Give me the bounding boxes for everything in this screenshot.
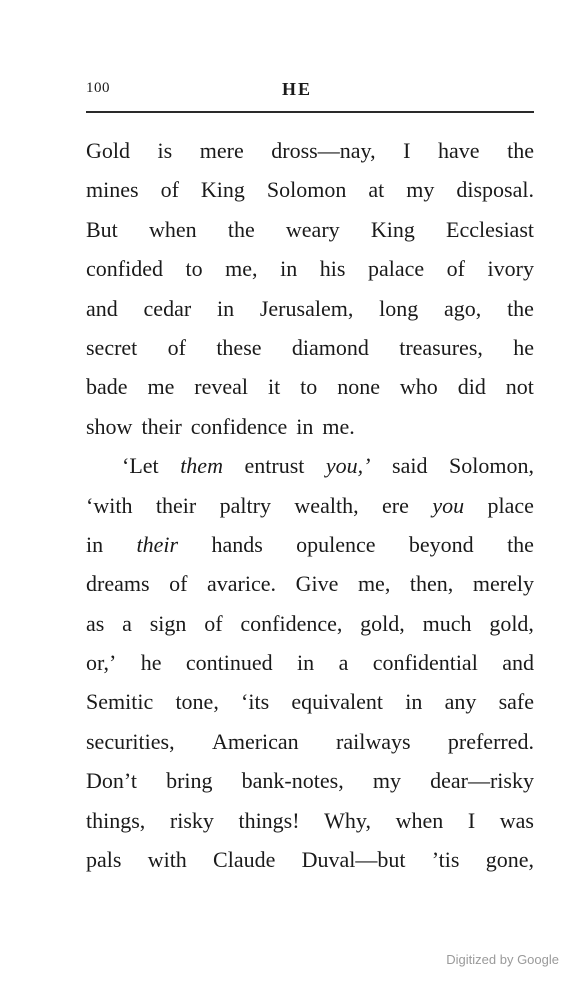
word: tone, <box>175 689 219 715</box>
word: hands <box>211 531 263 557</box>
word: said <box>392 453 428 479</box>
word: in <box>280 256 298 282</box>
word: bade <box>86 374 128 400</box>
body-text <box>86 131 534 879</box>
word: ‘its <box>241 689 270 715</box>
word: confided <box>86 256 163 282</box>
page-number: 100 <box>86 80 110 96</box>
word: Solomon, <box>449 453 534 479</box>
word: in <box>405 689 423 715</box>
word: opulence <box>296 531 376 557</box>
text-line <box>86 722 534 761</box>
word: when <box>395 807 444 833</box>
word: preferred. <box>447 728 534 754</box>
word: American <box>211 728 299 754</box>
text-line <box>86 407 534 446</box>
word: avarice. <box>207 571 277 597</box>
text-line <box>86 486 534 525</box>
word: Don’t <box>86 768 137 794</box>
word: mines <box>86 177 139 203</box>
text-line <box>86 761 534 800</box>
word: confidential <box>372 650 478 676</box>
word: the <box>507 531 534 557</box>
word: diamond <box>291 334 369 360</box>
word: in <box>296 413 314 439</box>
word: you,’ <box>325 453 371 479</box>
word: his <box>319 256 346 282</box>
word: sign <box>149 610 187 636</box>
word: these <box>216 334 262 360</box>
word: you <box>432 492 465 518</box>
word: have <box>438 138 480 163</box>
word: place <box>487 492 534 518</box>
word: Duval—but <box>301 847 406 873</box>
word: dear—risky <box>430 768 534 794</box>
word: he <box>513 334 534 360</box>
word: wealth, <box>294 492 359 518</box>
word: it <box>267 374 281 400</box>
word: cedar <box>143 295 192 321</box>
word: of <box>169 571 188 597</box>
word: King <box>200 177 245 203</box>
word: dross—nay, <box>271 138 376 163</box>
word: But <box>86 216 118 242</box>
word: reveal <box>194 374 249 400</box>
word: when <box>148 216 197 242</box>
word: show <box>86 413 133 439</box>
word: continued <box>185 650 273 676</box>
word: equivalent <box>291 689 384 715</box>
text-line <box>86 131 534 170</box>
word: of <box>160 177 179 203</box>
word: gold, <box>489 610 534 636</box>
word: gone, <box>485 847 534 873</box>
text-line <box>86 604 534 643</box>
text-line <box>86 525 534 564</box>
word: disposal. <box>456 177 534 203</box>
word: Give <box>295 571 339 597</box>
word: me, <box>225 256 258 282</box>
word: secret <box>86 334 138 360</box>
word: Why, <box>324 807 371 833</box>
word: gold, <box>360 610 405 636</box>
word: of <box>167 334 186 360</box>
word: safe <box>498 689 534 715</box>
text-line <box>86 328 534 367</box>
word: entrust <box>244 453 305 479</box>
word: me <box>147 374 175 400</box>
word: Jerusalem, <box>259 295 354 321</box>
word: to <box>300 374 318 400</box>
word: things, <box>86 807 146 833</box>
word: ‘Let <box>122 453 159 479</box>
text-line <box>86 289 534 328</box>
word: in <box>216 295 235 321</box>
word: to <box>185 256 203 282</box>
word: the <box>507 295 534 321</box>
word: ‘with <box>86 492 133 518</box>
word: me, <box>357 571 391 597</box>
word: the <box>227 216 255 242</box>
word: ivory <box>487 256 534 282</box>
word: not <box>505 374 534 400</box>
word: much <box>422 610 472 636</box>
word: Semitic <box>86 689 154 715</box>
word: beyond <box>408 531 474 557</box>
word: Solomon <box>266 177 347 203</box>
word: a <box>338 650 349 676</box>
word: securities, <box>86 728 175 754</box>
word: and <box>86 295 118 321</box>
word: as <box>86 610 105 636</box>
word: I <box>403 138 411 163</box>
word: mere <box>199 138 244 163</box>
word: Gold <box>86 138 130 163</box>
word: dreams <box>86 571 150 597</box>
word: he <box>140 650 162 676</box>
word: Claude <box>213 847 276 873</box>
word: their <box>141 413 182 439</box>
word: ere <box>382 492 409 518</box>
word: in <box>297 650 315 676</box>
word: pals <box>86 847 122 873</box>
word: merely <box>472 571 534 597</box>
word: none <box>337 374 380 400</box>
running-title: HE <box>282 79 313 99</box>
word: the <box>507 138 534 163</box>
word: or,’ <box>86 650 117 676</box>
word: ’tis <box>431 847 460 873</box>
text-line <box>86 249 534 288</box>
word: confidence, <box>240 610 343 636</box>
word: was <box>499 807 534 833</box>
word: with <box>147 847 187 873</box>
word: railways <box>336 728 411 754</box>
page-header <box>86 80 534 100</box>
word: in <box>86 531 104 557</box>
word: them <box>180 453 223 479</box>
word: did <box>457 374 486 400</box>
word: weary <box>285 216 340 242</box>
word: my <box>372 768 401 794</box>
word: their <box>155 492 197 518</box>
word: risky <box>169 807 214 833</box>
word: any <box>444 689 477 715</box>
word: who <box>399 374 438 400</box>
text-line <box>86 564 534 603</box>
text-line <box>86 801 534 840</box>
word: paltry <box>219 492 271 518</box>
digitization-watermark: Digitized by Google <box>446 952 559 967</box>
text-line <box>86 170 534 209</box>
word: bank-notes, <box>241 768 344 794</box>
word: King <box>370 216 415 242</box>
text-line <box>86 643 534 682</box>
word: confidence <box>190 413 288 439</box>
word: my <box>406 177 435 203</box>
text-line <box>86 446 534 485</box>
header-rule <box>86 111 534 113</box>
word: and <box>502 650 534 676</box>
word: then, <box>409 571 454 597</box>
word: a <box>122 610 132 636</box>
text-line <box>86 840 534 879</box>
word: bring <box>166 768 213 794</box>
word: ago, <box>444 295 482 321</box>
word: things! <box>238 807 300 833</box>
text-line <box>86 210 534 249</box>
word: long <box>379 295 419 321</box>
word: at <box>368 177 385 203</box>
word: of <box>204 610 223 636</box>
word: is <box>157 138 173 163</box>
word: I <box>467 807 476 833</box>
word: Ecclesiast <box>446 216 534 242</box>
word: treasures, <box>399 334 483 360</box>
word: their <box>136 531 179 557</box>
word: me. <box>322 413 355 439</box>
word: palace <box>367 256 425 282</box>
text-line <box>86 367 534 406</box>
text-line <box>86 682 534 721</box>
word: of <box>446 256 465 282</box>
